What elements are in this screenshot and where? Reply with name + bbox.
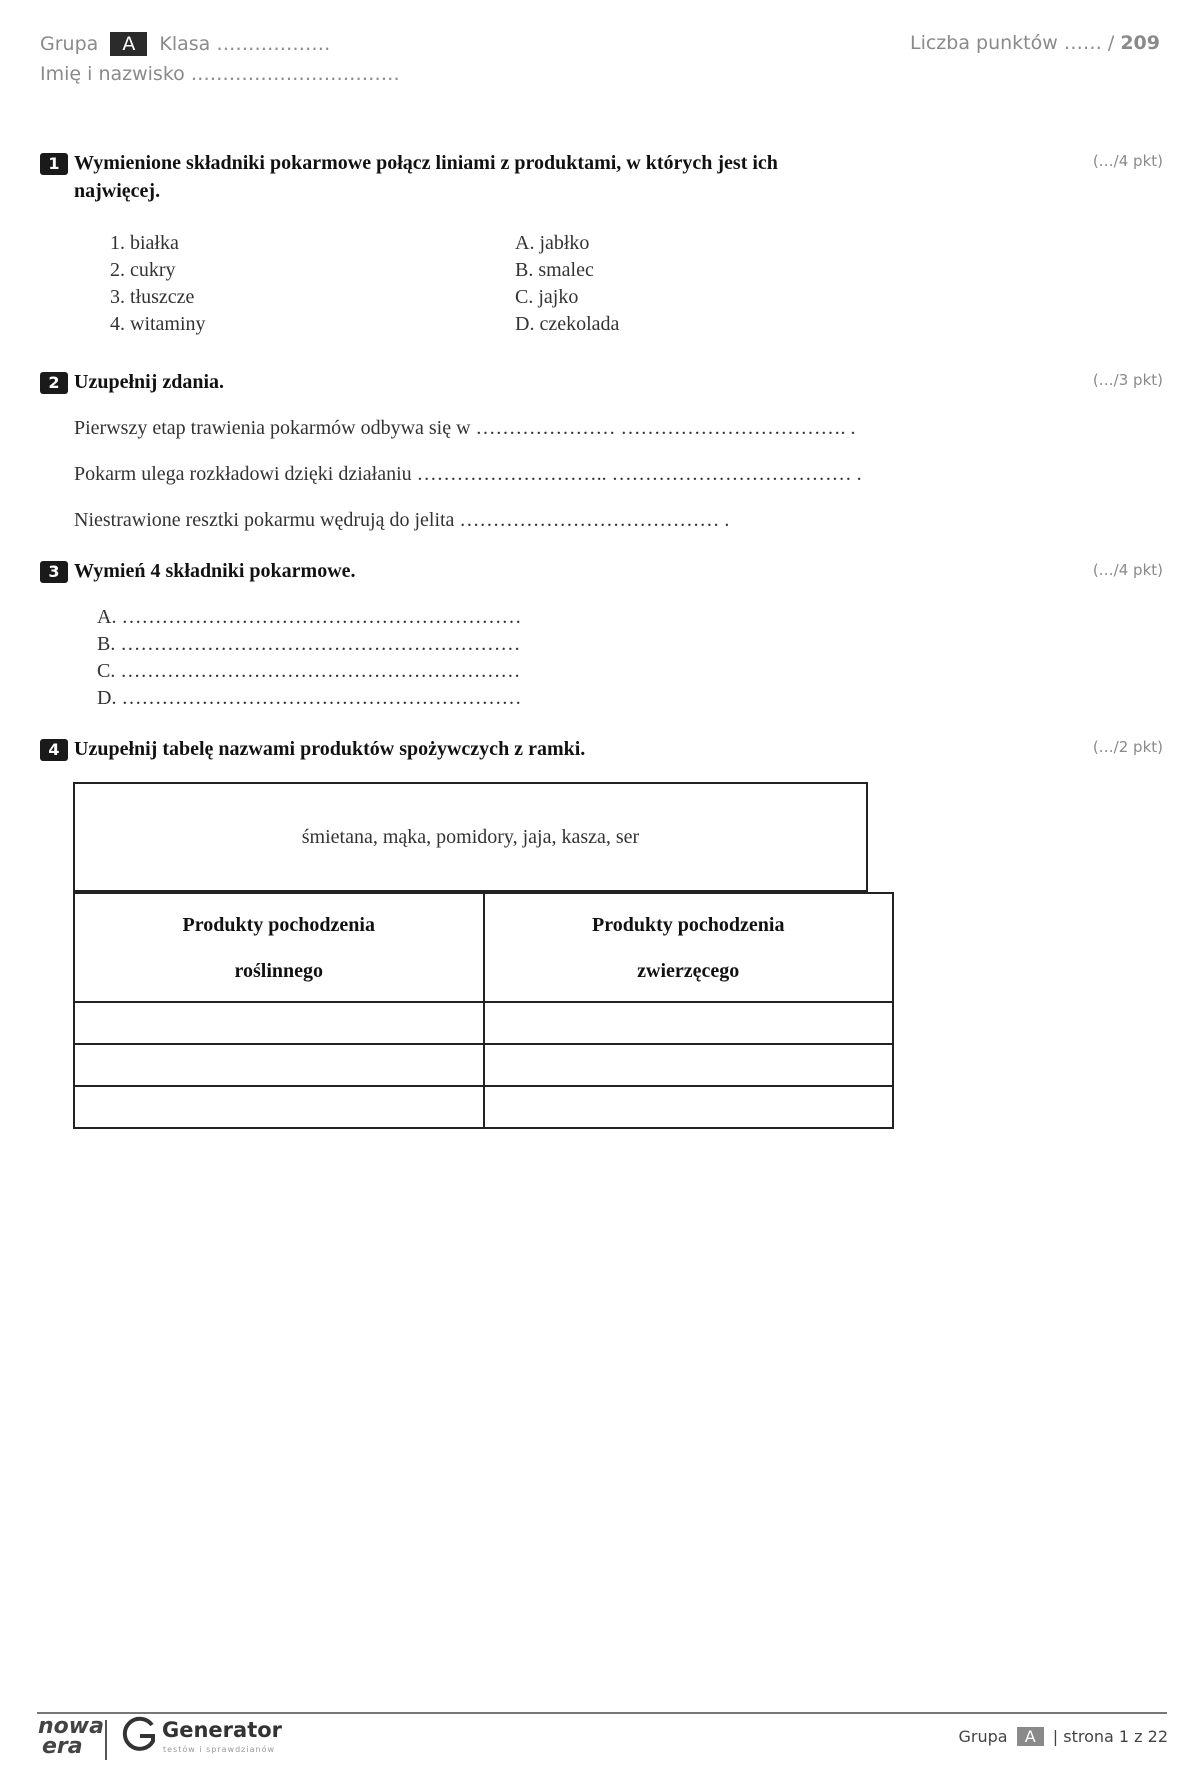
group-badge: A (110, 32, 147, 56)
list-item: 4. witaminy (110, 313, 206, 335)
name-field[interactable]: Imię i nazwisko …………………………… (40, 63, 400, 85)
generator-logo-text: Generator (162, 1718, 283, 1742)
generator-g-icon (120, 1715, 158, 1755)
header-line: Produkty pochodzenia (182, 913, 375, 936)
class-field[interactable]: Klasa ……………… (159, 33, 331, 55)
table-header-animal (484, 893, 894, 1002)
task1-title-line1: Wymienione składniki pokarmowe połącz liniami z produktami, w których jest ich (74, 152, 778, 174)
points-total: 209 (1120, 32, 1160, 54)
table-cell[interactable] (74, 1002, 484, 1044)
table-header-plant (74, 893, 484, 1002)
task2-number: 2 (40, 372, 68, 394)
task1-points: (…/4 pkt) (1092, 152, 1163, 170)
header-line: roślinnego (234, 959, 324, 982)
nowa-era-logo (38, 1714, 104, 1759)
answer-line-d[interactable]: D. …………………………………………………… (97, 687, 522, 709)
table-row (74, 1002, 893, 1044)
task4-title: Uzupełnij tabelę nazwami produktów spożywczych z ramki. (74, 738, 586, 760)
table-cell[interactable] (484, 1002, 894, 1044)
table-cell[interactable] (484, 1044, 894, 1086)
group-label: Grupa (40, 33, 99, 55)
table-cell[interactable] (484, 1086, 894, 1128)
task3-points: (…/4 pkt) (1092, 561, 1163, 579)
page-number: | strona 1 z 22 (1052, 1727, 1168, 1746)
table-row (74, 1086, 893, 1128)
task4-points: (…/2 pkt) (1092, 738, 1163, 756)
task1-left-list (110, 230, 206, 338)
logo-nowa-text: nowa (38, 1714, 104, 1739)
task2-sentence-2[interactable]: Pokarm ulega rozkładowi dzięki działaniu ……………………….. ……………………………… . (74, 463, 862, 485)
logo-era-text: era (42, 1734, 83, 1759)
list-item: B. smalec (515, 259, 594, 281)
task1-right-list (515, 230, 619, 338)
word-box (73, 782, 868, 892)
footer-page-info (959, 1727, 1168, 1746)
answer-line-b[interactable]: B. …………………………………………………… (97, 633, 521, 655)
task1-title (74, 149, 778, 205)
list-item: A. jabłko (515, 232, 590, 254)
footer-group-badge: A (1017, 1727, 1044, 1746)
header-group-line (40, 32, 330, 56)
footer-group-label: Grupa (958, 1727, 1008, 1746)
footer-divider (37, 1712, 1167, 1714)
header-line: zwierzęcego (637, 959, 740, 982)
list-item: 2. cukry (110, 259, 176, 281)
table-cell[interactable] (74, 1086, 484, 1128)
table-cell[interactable] (74, 1044, 484, 1086)
list-item: 3. tłuszcze (110, 286, 195, 308)
list-item: C. jajko (515, 286, 579, 308)
header-line: Produkty pochodzenia (592, 913, 785, 936)
logo-separator (105, 1720, 107, 1760)
task3-number: 3 (40, 561, 68, 583)
word-box-text: śmietana, mąka, pomidory, jaja, kasza, ser (301, 825, 640, 848)
task1-title-line2: najwięcej. (74, 180, 161, 202)
answer-line-a[interactable]: A. …………………………………………………… (97, 606, 522, 628)
task2-sentence-3[interactable]: Niestrawione resztki pokarmu wędrują do jelita ………………………………… . (74, 509, 730, 531)
points-label: Liczba punktów …… / (910, 32, 1115, 54)
task2-title: Uzupełnij zdania. (74, 371, 225, 393)
list-item: D. czekolada (515, 313, 620, 335)
list-item: 1. białka (110, 232, 179, 254)
task2-sentence-1[interactable]: Pierwszy etap trawienia pokarmów odbywa się w ………………… ……………………………. . (74, 417, 856, 439)
table-row (74, 1044, 893, 1086)
food-table (73, 892, 894, 1129)
task2-points: (…/3 pkt) (1092, 371, 1163, 389)
generator-logo-subtitle: testów i sprawdzianów (163, 1745, 275, 1754)
points-summary (910, 32, 1160, 54)
task4-number: 4 (40, 739, 68, 761)
task3-answer-lines (97, 604, 521, 712)
task1-number: 1 (40, 153, 68, 175)
task3-title: Wymień 4 składniki pokarmowe. (74, 560, 356, 582)
answer-line-c[interactable]: C. …………………………………………………… (97, 660, 521, 682)
